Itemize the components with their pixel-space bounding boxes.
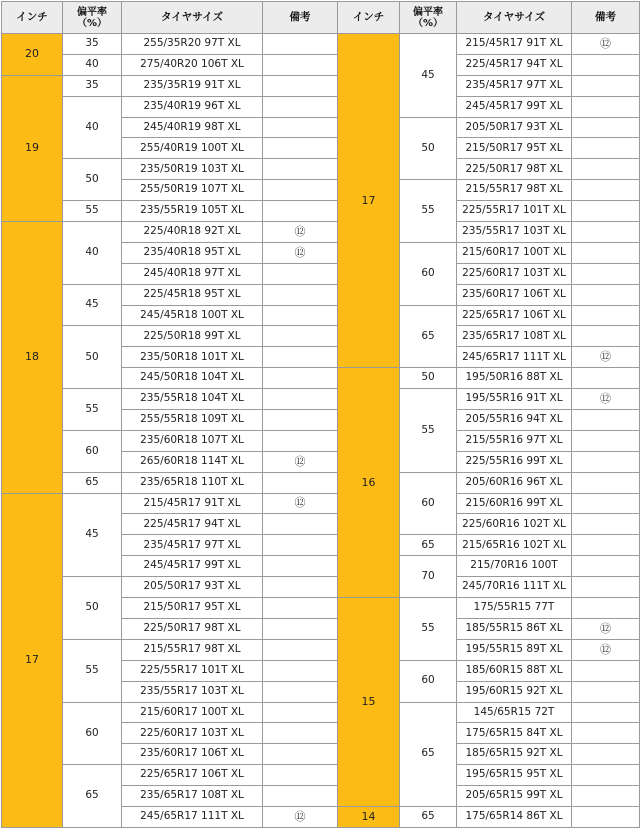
tire-size-cell: 265/60R18 114T XL [122, 451, 263, 472]
tire-size-cell: 235/55R17 103T XL [457, 222, 572, 243]
aspect-ratio-cell: 60 [400, 242, 457, 305]
tire-size-cell: 195/55R15 89T XL [457, 639, 572, 660]
tire-size-cell: 235/65R17 108T XL [122, 786, 263, 807]
aspect-ratio-cell: 45 [400, 34, 457, 118]
note-cell [263, 263, 338, 284]
note-cell: ⑫ [263, 451, 338, 472]
aspect-ratio-cell: 60 [400, 660, 457, 702]
aspect-ratio-unit: （%） [76, 17, 108, 29]
note-cell [572, 806, 640, 827]
table-body [338, 34, 640, 828]
note-cell: ⑫ [263, 493, 338, 514]
tire-size-cell: 205/65R15 99T XL [457, 786, 572, 807]
aspect-ratio-cell: 55 [63, 389, 122, 431]
note-cell [572, 263, 640, 284]
tire-size-cell: 215/70R16 100T [457, 556, 572, 577]
aspect-ratio-cell: 65 [400, 305, 457, 368]
tire-size-cell: 225/50R18 99T XL [122, 326, 263, 347]
tire-size-cell: 235/60R17 106T XL [457, 284, 572, 305]
tire-size-cell: 215/60R17 100T XL [122, 702, 263, 723]
aspect-ratio-label: 偏平率 [77, 6, 107, 18]
note-cell [263, 702, 338, 723]
tire-size-cell: 185/60R15 88T XL [457, 660, 572, 681]
rim-inch-cell: 17 [2, 493, 63, 827]
note-cell [572, 660, 640, 681]
note-cell: ⑫ [572, 389, 640, 410]
tire-size-cell: 215/50R17 95T XL [457, 138, 572, 159]
note-cell [263, 681, 338, 702]
aspect-ratio-cell: 65 [63, 472, 122, 493]
tire-size-cell: 205/60R16 96T XL [457, 472, 572, 493]
tire-size-cell: 205/55R16 94T XL [457, 410, 572, 431]
tire-size-cell: 225/60R17 103T XL [122, 723, 263, 744]
tire-size-cell: 225/40R18 92T XL [122, 222, 263, 243]
note-cell [572, 514, 640, 535]
aspect-ratio-cell: 65 [63, 765, 122, 828]
tire-size-cell: 245/40R18 97T XL [122, 263, 263, 284]
aspect-ratio-cell: 50 [63, 159, 122, 201]
tire-size-cell: 175/65R15 84T XL [457, 723, 572, 744]
note-cell [572, 493, 640, 514]
tire-table-left [1, 1, 338, 828]
note-cell [572, 201, 640, 222]
aspect-ratio-cell: 70 [400, 556, 457, 598]
aspect-ratio-cell: 55 [400, 598, 457, 661]
tire-size-cell: 245/45R17 99T XL [457, 96, 572, 117]
tire-size-cell: 235/65R17 108T XL [457, 326, 572, 347]
tire-size-cell: 235/50R18 101T XL [122, 347, 263, 368]
note-cell [572, 786, 640, 807]
note-cell [263, 786, 338, 807]
aspect-ratio-cell: 60 [63, 702, 122, 765]
tire-size-cell: 235/50R19 103T XL [122, 159, 263, 180]
tire-size-cell: 235/65R18 110T XL [122, 472, 263, 493]
note-cell [263, 96, 338, 117]
tire-size-cell: 225/65R17 106T XL [122, 765, 263, 786]
note-cell [263, 34, 338, 55]
tire-size-cell: 245/70R16 111T XL [457, 577, 572, 598]
aspect-ratio-cell: 35 [63, 75, 122, 96]
note-cell [263, 577, 338, 598]
note-cell [572, 723, 640, 744]
tire-size-cell: 145/65R15 72T [457, 702, 572, 723]
aspect-ratio-cell: 50 [63, 326, 122, 389]
aspect-ratio-cell: 50 [63, 577, 122, 640]
tire-size-cell: 275/40R20 106T XL [122, 54, 263, 75]
note-cell [572, 535, 640, 556]
aspect-ratio-unit: （%） [412, 17, 444, 29]
tire-size-cell: 215/65R16 102T XL [457, 535, 572, 556]
note-cell [263, 159, 338, 180]
tire-size-cell: 195/65R15 95T XL [457, 765, 572, 786]
aspect-ratio-cell: 40 [63, 222, 122, 285]
rim-inch-cell: 14 [338, 806, 400, 827]
tire-size-cell: 255/40R19 100T XL [122, 138, 263, 159]
table-row [338, 598, 640, 619]
col-header-tire-size: タイヤサイズ [457, 2, 572, 34]
note-cell [263, 556, 338, 577]
note-cell [572, 577, 640, 598]
note-cell [263, 389, 338, 410]
table-row [338, 34, 640, 55]
note-cell [572, 222, 640, 243]
col-header-inch: インチ [2, 2, 63, 34]
tire-size-cell: 245/50R18 104T XL [122, 368, 263, 389]
note-cell: ⑫ [572, 34, 640, 55]
note-cell [263, 117, 338, 138]
note-cell: ⑫ [263, 806, 338, 827]
note-cell [572, 702, 640, 723]
note-cell [263, 410, 338, 431]
tire-table-right [337, 1, 640, 828]
note-cell [572, 138, 640, 159]
note-cell [263, 514, 338, 535]
rim-inch-cell: 18 [2, 222, 63, 494]
note-cell [572, 472, 640, 493]
tire-size-cell: 235/60R18 107T XL [122, 430, 263, 451]
tire-size-cell: 235/55R19 105T XL [122, 201, 263, 222]
rim-inch-cell: 17 [338, 34, 400, 368]
note-cell [572, 305, 640, 326]
note-cell [263, 765, 338, 786]
note-cell [572, 744, 640, 765]
note-cell [263, 472, 338, 493]
tire-size-cell: 225/65R17 106T XL [457, 305, 572, 326]
note-cell [572, 159, 640, 180]
note-cell [572, 556, 640, 577]
tire-size-cell: 235/55R17 103T XL [122, 681, 263, 702]
aspect-ratio-cell: 45 [63, 284, 122, 326]
note-cell [263, 639, 338, 660]
rim-inch-cell: 15 [338, 598, 400, 807]
note-cell [572, 117, 640, 138]
aspect-ratio-cell: 40 [63, 96, 122, 159]
note-cell [572, 681, 640, 702]
tire-size-cell: 255/55R18 109T XL [122, 410, 263, 431]
aspect-ratio-label: 偏平率 [413, 6, 443, 18]
aspect-ratio-cell: 55 [400, 389, 457, 473]
tire-size-cell: 225/45R17 94T XL [457, 54, 572, 75]
table-row [2, 75, 338, 96]
tire-size-cell: 195/50R16 88T XL [457, 368, 572, 389]
aspect-ratio-cell: 60 [63, 430, 122, 472]
aspect-ratio-cell: 55 [400, 180, 457, 243]
tire-size-cell: 235/60R17 106T XL [122, 744, 263, 765]
tire-size-cell: 215/55R17 98T XL [457, 180, 572, 201]
tire-size-cell: 225/45R18 95T XL [122, 284, 263, 305]
note-cell: ⑫ [572, 347, 640, 368]
rim-inch-cell: 16 [338, 368, 400, 598]
tire-size-cell: 185/65R15 92T XL [457, 744, 572, 765]
note-cell [263, 180, 338, 201]
tire-size-cell: 205/50R17 93T XL [122, 577, 263, 598]
tire-size-cell: 245/45R17 99T XL [122, 556, 263, 577]
note-cell [572, 410, 640, 431]
tire-size-cell: 245/65R17 111T XL [122, 806, 263, 827]
tire-size-cell: 215/45R17 91T XL [122, 493, 263, 514]
tire-size-cell: 235/40R19 96T XL [122, 96, 263, 117]
aspect-ratio-cell: 65 [400, 806, 457, 827]
note-cell [263, 347, 338, 368]
col-header-aspect-ratio [400, 2, 457, 34]
aspect-ratio-cell: 65 [400, 535, 457, 556]
rim-inch-cell: 20 [2, 34, 63, 76]
note-cell [263, 535, 338, 556]
note-cell [263, 660, 338, 681]
tire-size-cell: 225/60R16 102T XL [457, 514, 572, 535]
note-cell [263, 305, 338, 326]
tire-size-cell: 225/55R17 101T XL [457, 201, 572, 222]
tire-size-tables [1, 1, 639, 829]
col-header-note: 備考 [572, 2, 640, 34]
tire-size-cell: 225/50R17 98T XL [122, 618, 263, 639]
col-header-note: 備考 [263, 2, 338, 34]
tire-size-cell: 225/45R17 94T XL [122, 514, 263, 535]
col-header-aspect-ratio [63, 2, 122, 34]
tire-size-cell: 245/65R17 111T XL [457, 347, 572, 368]
aspect-ratio-cell: 45 [63, 493, 122, 577]
col-header-tire-size: タイヤサイズ [122, 2, 263, 34]
note-cell [572, 180, 640, 201]
note-cell [572, 326, 640, 347]
note-cell [263, 598, 338, 619]
tire-size-cell: 245/40R19 98T XL [122, 117, 263, 138]
note-cell [263, 138, 338, 159]
table-body [2, 34, 338, 828]
note-cell [572, 451, 640, 472]
note-cell [263, 618, 338, 639]
note-cell: ⑫ [263, 222, 338, 243]
aspect-ratio-cell: 50 [400, 117, 457, 180]
note-cell [572, 242, 640, 263]
note-cell [263, 75, 338, 96]
note-cell [572, 430, 640, 451]
tire-size-cell: 235/45R17 97T XL [122, 535, 263, 556]
tire-size-cell: 195/60R15 92T XL [457, 681, 572, 702]
note-cell [263, 744, 338, 765]
tire-size-cell: 225/55R16 99T XL [457, 451, 572, 472]
tire-size-cell: 215/60R16 99T XL [457, 493, 572, 514]
tire-size-cell: 195/55R16 91T XL [457, 389, 572, 410]
table-row [2, 493, 338, 514]
tire-size-cell: 235/45R17 97T XL [457, 75, 572, 96]
note-cell [572, 598, 640, 619]
note-cell [263, 723, 338, 744]
note-cell: ⑫ [572, 639, 640, 660]
rim-inch-cell: 19 [2, 75, 63, 221]
table-row [338, 806, 640, 827]
tire-size-cell: 225/60R17 103T XL [457, 263, 572, 284]
note-cell [263, 284, 338, 305]
note-cell: ⑫ [263, 242, 338, 263]
aspect-ratio-cell: 55 [63, 639, 122, 702]
note-cell [572, 765, 640, 786]
tire-size-cell: 235/55R18 104T XL [122, 389, 263, 410]
note-cell [263, 326, 338, 347]
note-cell [572, 284, 640, 305]
note-cell [572, 54, 640, 75]
tire-size-cell: 215/60R17 100T XL [457, 242, 572, 263]
aspect-ratio-cell: 50 [400, 368, 457, 389]
table-row [2, 34, 338, 55]
note-cell [572, 368, 640, 389]
note-cell: ⑫ [572, 618, 640, 639]
tire-size-cell: 175/55R15 77T [457, 598, 572, 619]
aspect-ratio-cell: 60 [400, 472, 457, 535]
note-cell [263, 201, 338, 222]
note-cell [572, 75, 640, 96]
tire-size-cell: 175/65R14 86T XL [457, 806, 572, 827]
tire-size-cell: 205/50R17 93T XL [457, 117, 572, 138]
tire-size-cell: 215/55R17 98T XL [122, 639, 263, 660]
tire-size-cell: 225/55R17 101T XL [122, 660, 263, 681]
tire-size-cell: 235/40R18 95T XL [122, 242, 263, 263]
tire-size-cell: 255/35R20 97T XL [122, 34, 263, 55]
aspect-ratio-cell: 65 [400, 702, 457, 806]
tire-size-cell: 235/35R19 91T XL [122, 75, 263, 96]
note-cell [263, 54, 338, 75]
tire-size-cell: 215/50R17 95T XL [122, 598, 263, 619]
tire-size-cell: 215/55R16 97T XL [457, 430, 572, 451]
col-header-inch: インチ [338, 2, 400, 34]
tire-size-cell: 185/55R15 86T XL [457, 618, 572, 639]
table-row [2, 222, 338, 243]
note-cell [572, 96, 640, 117]
tire-size-cell: 255/50R19 107T XL [122, 180, 263, 201]
aspect-ratio-cell: 35 [63, 34, 122, 55]
tire-size-cell: 245/45R18 100T XL [122, 305, 263, 326]
aspect-ratio-cell: 55 [63, 201, 122, 222]
tire-size-cell: 215/45R17 91T XL [457, 34, 572, 55]
aspect-ratio-cell: 40 [63, 54, 122, 75]
tire-size-cell: 225/50R17 98T XL [457, 159, 572, 180]
table-row [338, 368, 640, 389]
note-cell [263, 430, 338, 451]
note-cell [263, 368, 338, 389]
